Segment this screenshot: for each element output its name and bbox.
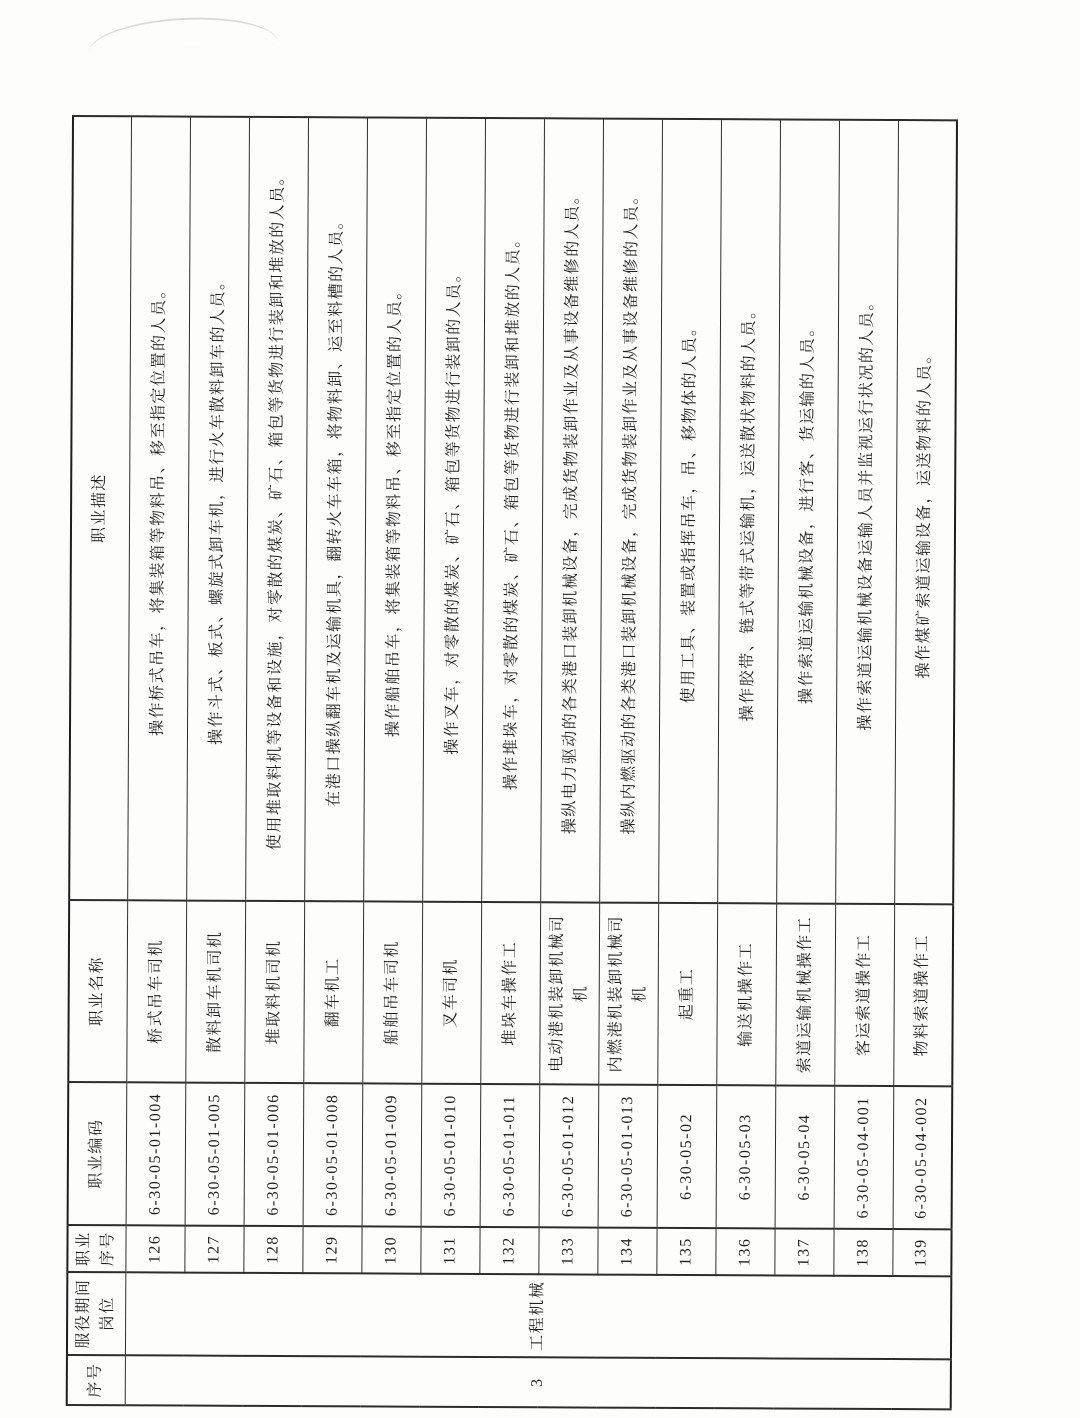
desc-cell: 操作船舶吊车，将集装箱等物料吊、移至指定位置的人员。 [363,117,426,901]
desc-cell: 操纵电力驱动的各类港口装卸机械设备，完成货物装卸作业及从事设备维修的人员。 [540,118,603,902]
desc-cell: 操作索道运输机械设备运输人员并监视运行状况的人员。 [835,120,898,904]
name-cell: 电动港机装卸机械司机 [539,902,599,1084]
code-cell: 6-30-05-01-011 [480,1084,540,1227]
record-row-129 [302,117,367,1406]
code-cell: 6-30-05-01-010 [421,1084,481,1227]
seq-cell: 136 [715,1228,774,1275]
record-row-131 [420,118,485,1407]
record-row-137 [774,119,839,1408]
desc-cell: 使用堆取料机等设备和设施，对零散的煤炭、矿石、箱包等货物进行装卸和堆放的人员。 [245,117,308,901]
name-cell: 物料索道操作工 [893,904,953,1086]
desc-cell: 操作叉车，对零散的煤炭、矿石、箱包等货物进行装卸的人员。 [422,118,485,902]
desc-cell: 操作煤矿索道运输设备，运送物料的人员。 [894,120,957,904]
name-cell: 桥式吊车司机 [126,900,186,1082]
seq-cell: 126 [125,1225,184,1272]
header-service-post: 服役期间岗位 [67,1272,125,1355]
seq-cell: 131 [420,1227,479,1274]
name-cell: 堆垛车操作工 [480,902,540,1084]
header-occ-code: 职业编码 [68,1082,127,1225]
record-row-128 [243,117,308,1406]
desc-cell: 操纵内燃驱动的各类港口装卸机械设备，完成货物装卸作业及从事设备维修的人员。 [599,119,662,903]
record-row-134 [597,119,662,1408]
name-cell: 索道运输机械操作工 [775,903,835,1085]
header-occ-desc: 职业描述 [69,116,131,900]
header-occ-number: 职业序号 [67,1225,125,1272]
code-cell: 6-30-05-03 [716,1085,776,1228]
record-row-130 [361,117,426,1406]
code-cell: 6-30-05-04-001 [834,1086,894,1229]
desc-cell: 操作桥式吊车，将集装箱等物料吊、移至指定位置的人员。 [127,116,190,900]
seq-cell: 135 [656,1228,715,1275]
record-row-135 [656,119,721,1408]
code-cell: 6-30-05-01-004 [126,1082,186,1225]
code-cell: 6-30-05-01-008 [303,1083,363,1226]
name-cell: 内燃港机装卸机械司机 [598,903,658,1085]
name-cell: 船舶吊车司机 [362,901,422,1083]
desc-cell: 操作斗式、板式、螺旋式卸车机，进行火车散料卸车的人员。 [186,117,249,901]
record-row-138 [833,120,898,1409]
desc-cell: 使用工具、装置或指挥吊车，吊、移物体的人员。 [658,119,721,903]
scan-smudge-artifact [87,13,278,53]
desc-cell: 在港口操纵翻车机及运输机具，翻转火车车箱，将物料卸、运至料槽的人员。 [304,117,367,901]
code-cell: 6-30-05-01-006 [244,1083,304,1226]
header-occ-name: 职业名称 [68,900,127,1082]
record-row-132 [479,118,544,1407]
name-cell: 客运索道操作工 [834,904,894,1086]
record-row-139 [892,120,957,1409]
occupation-table [66,115,958,1410]
header-serial: 序号 [67,1355,125,1405]
name-cell: 散料卸车机司机 [185,901,245,1083]
code-cell: 6-30-05-02 [657,1085,717,1228]
code-cell: 6-30-05-01-012 [539,1084,599,1227]
code-cell: 6-30-05-04-002 [893,1086,953,1229]
name-cell: 输送机操作工 [716,903,776,1085]
desc-cell: 操作胶带、链式等带式运输机，运送散状物料的人员。 [717,119,780,903]
seq-cell: 128 [243,1226,302,1273]
rotated-table-inner [66,117,957,1410]
seq-cell: 129 [302,1226,361,1273]
serial-group-cell: 3 [125,1355,951,1409]
desc-cell: 操作索道运输机械设备，进行客、货运输的人员。 [776,119,839,903]
record-row-133 [538,118,603,1407]
seq-cell: 130 [361,1226,420,1273]
header-row [67,116,131,1405]
seq-cell: 137 [774,1228,833,1275]
seq-cell: 134 [597,1228,656,1275]
name-cell: 起重工 [657,903,717,1085]
post-group-cell: 工程机械 [125,1272,951,1359]
code-cell: 6-30-05-01-013 [598,1085,658,1228]
name-cell: 堆取料机司机 [244,901,304,1083]
record-row-136 [715,119,780,1408]
seq-cell: 139 [892,1229,951,1276]
code-cell: 6-30-05-01-009 [362,1083,422,1226]
record-row-127 [184,117,249,1406]
seq-cell: 133 [538,1227,597,1274]
seq-cell: 127 [184,1226,243,1273]
desc-cell: 操作堆垛车，对零散的煤炭、矿石、箱包等货物进行装卸和堆放的人员。 [481,118,544,902]
seq-cell: 138 [833,1229,892,1276]
name-cell: 翻车机工 [303,901,363,1083]
name-cell: 叉车司机 [421,902,481,1084]
code-cell: 6-30-05-01-005 [185,1083,245,1226]
code-cell: 6-30-05-04 [775,1085,835,1228]
seq-cell: 132 [479,1227,538,1274]
record-row-126 [125,116,190,1405]
